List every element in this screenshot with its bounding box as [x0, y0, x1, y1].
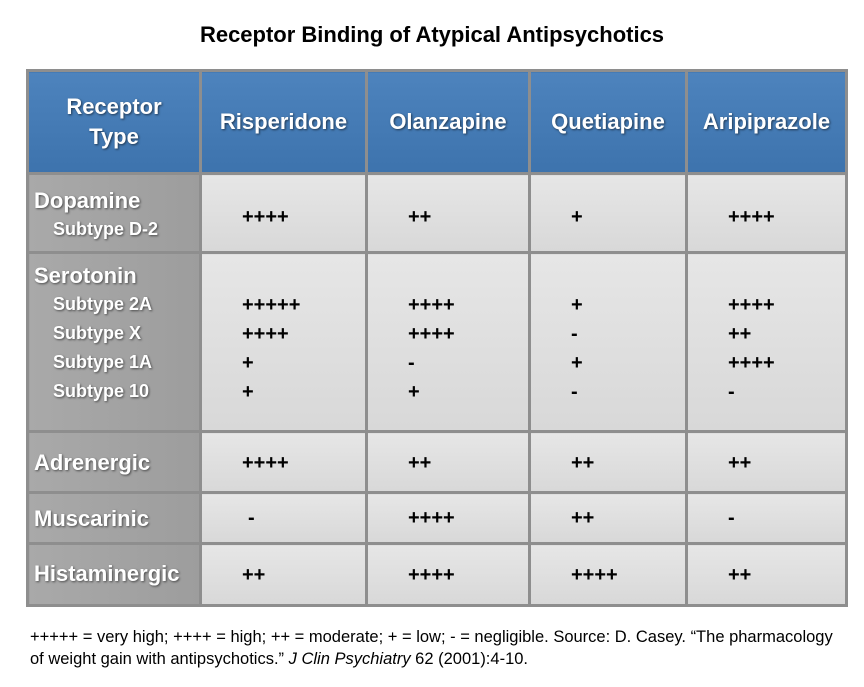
binding-value: ++++	[242, 452, 289, 474]
binding-value: ++	[242, 564, 266, 586]
footnote	[30, 626, 850, 670]
receptor-subtype: Subtype X	[53, 323, 142, 343]
binding-value: ++++	[571, 564, 618, 586]
page-title: Receptor Binding of Atypical Antipsychotics	[199, 22, 665, 47]
binding-value: ++	[728, 564, 752, 586]
cell-dopamine-olanzapine	[367, 174, 530, 253]
footnote-citation: 62 (2001):4-10.	[410, 650, 529, 668]
table-row-muscarinic	[28, 493, 847, 544]
receptor-subtype: Subtype 2A	[53, 294, 153, 314]
binding-value: ++++	[728, 206, 775, 228]
receptor-name: Adrenergic	[34, 450, 151, 475]
binding-value: ++	[728, 323, 752, 345]
table-row-serotonin	[28, 253, 847, 432]
binding-value: -	[728, 507, 735, 529]
cell-dopamine-aripiprazole	[687, 174, 847, 253]
receptor-name: Histaminergic	[34, 561, 180, 586]
header-receptor-type	[28, 71, 201, 174]
cell-adrenergic-olanzapine	[367, 432, 530, 493]
cell-muscarinic-aripiprazole	[687, 493, 847, 544]
cell-muscarinic-olanzapine	[367, 493, 530, 544]
cell-histaminergic-olanzapine	[367, 544, 530, 606]
row-header-serotonin	[28, 253, 201, 432]
binding-value: ++	[408, 206, 432, 228]
binding-value: +	[242, 381, 254, 403]
binding-value: ++++	[242, 323, 289, 345]
cell-dopamine-quetiapine	[530, 174, 687, 253]
binding-value: +	[571, 352, 583, 374]
binding-value: ++	[728, 452, 752, 474]
table-row-dopamine	[28, 174, 847, 253]
table-row-adrenergic	[28, 432, 847, 493]
receptor-subtype: Subtype 1A	[53, 352, 153, 372]
binding-value: -	[571, 381, 578, 403]
cell-histaminergic-aripiprazole	[687, 544, 847, 606]
binding-value: ++++	[408, 323, 455, 345]
cell-muscarinic-quetiapine	[530, 493, 687, 544]
header-row	[28, 71, 847, 174]
cell-histaminergic-quetiapine	[530, 544, 687, 606]
cell-histaminergic-risperidone	[201, 544, 367, 606]
header-quetiapine: Quetiapine	[530, 71, 687, 174]
header-olanzapine: Olanzapine	[367, 71, 530, 174]
cell-adrenergic-risperidone	[201, 432, 367, 493]
binding-value: -	[408, 352, 415, 374]
binding-value: +++++	[242, 294, 301, 316]
binding-value: ++++	[408, 294, 455, 316]
binding-value: ++	[408, 452, 432, 474]
row-header-muscarinic	[28, 493, 201, 544]
cell-serotonin-risperidone	[201, 253, 367, 432]
header-receptor-line2: Type	[89, 124, 139, 149]
cell-adrenergic-quetiapine	[530, 432, 687, 493]
table-row-histaminergic	[28, 544, 847, 606]
binding-value: ++	[571, 452, 595, 474]
binding-value: +	[571, 294, 583, 316]
header-receptor-line1: Receptor	[66, 94, 162, 119]
receptor-subtype: Subtype D-2	[53, 219, 159, 239]
row-header-histaminergic	[28, 544, 201, 606]
cell-adrenergic-aripiprazole	[687, 432, 847, 493]
receptor-name: Dopamine	[34, 188, 141, 213]
binding-value: ++++	[408, 507, 455, 529]
receptor-name: Muscarinic	[34, 506, 149, 531]
header-risperidone: Risperidone	[201, 71, 367, 174]
binding-value: +	[571, 206, 583, 228]
binding-value: -	[248, 507, 255, 529]
row-header-adrenergic	[28, 432, 201, 493]
cell-serotonin-aripiprazole	[687, 253, 847, 432]
binding-value: +	[408, 381, 420, 403]
cell-serotonin-olanzapine	[367, 253, 530, 432]
binding-value: ++++	[728, 352, 775, 374]
binding-value: ++++	[242, 206, 289, 228]
receptor-subtype: Subtype 10	[53, 381, 150, 401]
cell-dopamine-risperidone	[201, 174, 367, 253]
binding-value: ++	[571, 507, 595, 529]
footnote-journal: J Clin Psychiatry	[288, 650, 411, 668]
row-header-dopamine	[28, 174, 201, 253]
footnote-text: +++++ = very high; ++++ = high; ++ = moderate; + = low; - = negligible. Source: D. Casey. “The pharmacology of weight gain with antipsychotics.”	[30, 628, 833, 668]
header-aripiprazole: Aripiprazole	[687, 71, 847, 174]
binding-value: ++++	[728, 294, 775, 316]
binding-value: ++++	[408, 564, 455, 586]
cell-muscarinic-risperidone	[201, 493, 367, 544]
binding-value: +	[242, 352, 254, 374]
receptor-name: Serotonin	[34, 263, 137, 288]
receptor-binding-table	[26, 69, 848, 607]
cell-serotonin-quetiapine	[530, 253, 687, 432]
binding-value: -	[728, 381, 735, 403]
binding-value: -	[571, 323, 578, 345]
